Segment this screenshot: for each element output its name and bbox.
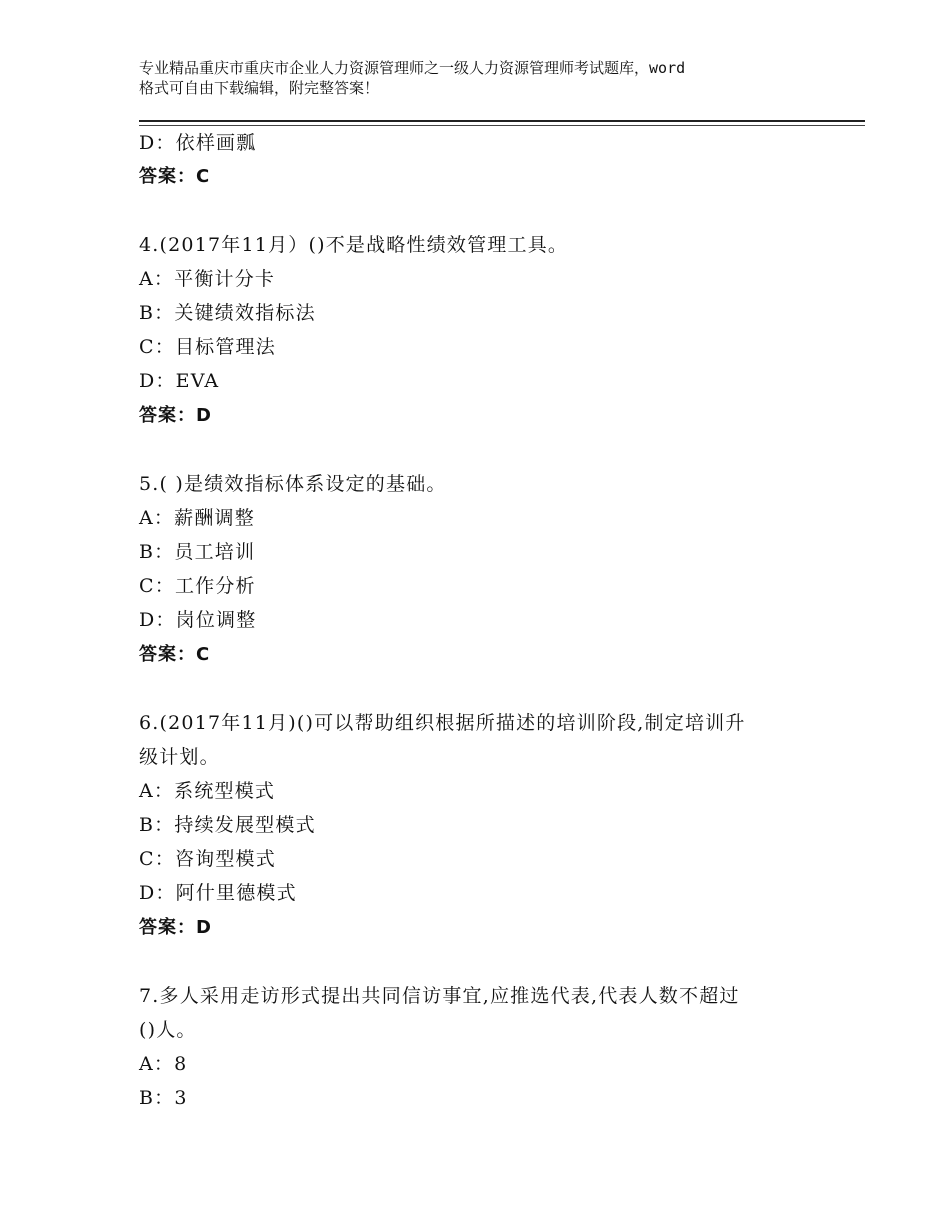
q5-option-d: D：岗位调整 bbox=[139, 609, 257, 631]
q7-stem-line-1: 7.多人采用走访形式提出共同信访事宜,应推选代表,代表人数不超过 bbox=[139, 985, 740, 1007]
q7-option-b: B：3 bbox=[139, 1087, 188, 1109]
document-header bbox=[139, 58, 829, 98]
q4-option-b: B：关键绩效指标法 bbox=[139, 302, 316, 324]
q4-option-d: D：EVA bbox=[139, 370, 220, 392]
q4-stem: 4.(2017年11月）()不是战略性绩效管理工具。 bbox=[139, 234, 569, 256]
q5-option-a: A：薪酬调整 bbox=[139, 507, 255, 529]
header-divider-thick bbox=[139, 120, 865, 122]
q7-stem-line-2: ()人。 bbox=[139, 1019, 197, 1041]
q6-stem-line-1: 6.(2017年11月)()可以帮助组织根据所描述的培训阶段,制定培训升 bbox=[139, 712, 746, 734]
q3-answer: 答案：C bbox=[139, 166, 211, 187]
q5-answer: 答案：C bbox=[139, 644, 211, 665]
q3-option-d: D：依样画瓢 bbox=[139, 132, 257, 154]
header-line-2: 格式可自由下载编辑，附完整答案！ bbox=[139, 79, 380, 97]
q6-option-d: D：阿什里德模式 bbox=[139, 882, 297, 904]
header-line-1: 专业精品重庆市重庆市企业人力资源管理师之一级人力资源管理师考试题库，word bbox=[139, 59, 686, 77]
q6-stem-line-2: 级计划。 bbox=[139, 746, 220, 768]
q5-option-b: B：员工培训 bbox=[139, 541, 256, 563]
q4-option-a: A：平衡计分卡 bbox=[139, 268, 276, 290]
q5-stem: 5.( )是绩效指标体系设定的基础。 bbox=[139, 473, 447, 495]
q4-answer: 答案：D bbox=[139, 405, 212, 426]
q6-option-c: C：咨询型模式 bbox=[139, 848, 276, 870]
q5-option-c: C：工作分析 bbox=[139, 575, 256, 597]
q6-answer: 答案：D bbox=[139, 917, 212, 938]
q6-option-a: A：系统型模式 bbox=[139, 780, 276, 802]
q7-option-a: A：8 bbox=[139, 1053, 188, 1075]
q6-option-b: B：持续发展型模式 bbox=[139, 814, 316, 836]
q4-option-c: C：目标管理法 bbox=[139, 336, 276, 358]
